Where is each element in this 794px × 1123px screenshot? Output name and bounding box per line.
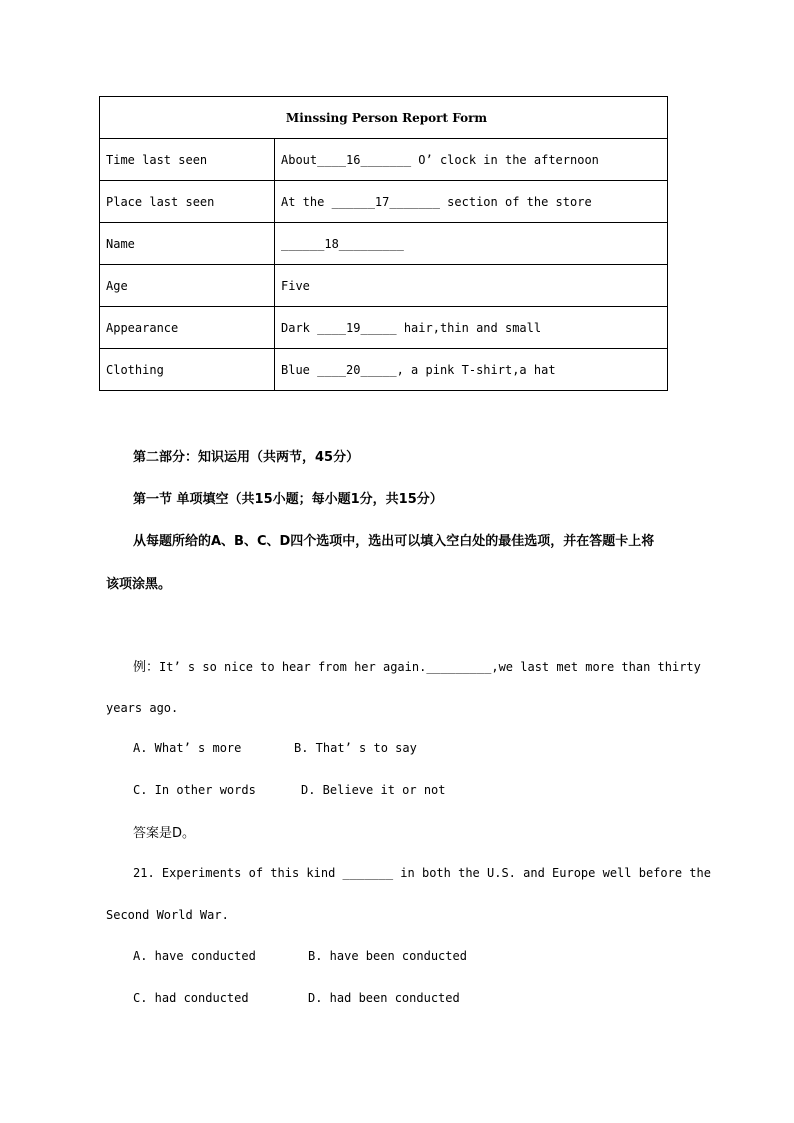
- form-title: Minssing Person Report Form: [100, 97, 668, 139]
- form-row: [100, 349, 668, 391]
- row-value: [275, 223, 668, 265]
- q21-stem-line-1: 21. Experiments of this kind _______ in both the U.S. and Europe well before the: [133, 866, 711, 880]
- q21-stem-line-2: Second World War.: [106, 908, 229, 922]
- form-title-row: [100, 97, 668, 139]
- instruction-line-2: 该项涂黑。: [106, 577, 172, 592]
- example-blank: _________: [426, 660, 492, 674]
- form-row: [100, 181, 668, 223]
- section-heading: 第一节 单项填空（共15小题；每小题1分，共15分）: [133, 492, 443, 507]
- form-row: [100, 307, 668, 349]
- row-label: Time last seen: [100, 139, 275, 181]
- blank-18: ______18_________: [281, 236, 404, 251]
- blank-20: ____20_____: [317, 362, 397, 377]
- example-prefix: 例：: [133, 660, 160, 675]
- row-label: Place last seen: [100, 181, 275, 223]
- row-value: At the ______17_______ section of the store: [275, 181, 668, 223]
- q21-option-d: D. had been conducted: [308, 991, 460, 1005]
- row-value: About____16_______ O’ clock in the afternoon: [275, 139, 668, 181]
- row-label: Name: [100, 223, 275, 265]
- example-stem-line-1: 例：It’ s so nice to hear from her again._________,we last met more than thirty: [133, 660, 701, 675]
- part-heading: 第二部分：知识运用（共两节，45分）: [133, 450, 360, 465]
- row-value: Five: [275, 265, 668, 307]
- q21-option-c: C. had conducted: [133, 991, 249, 1005]
- form-row: [100, 265, 668, 307]
- row-label: Appearance: [100, 307, 275, 349]
- q21-option-b: B. have been conducted: [308, 949, 467, 963]
- form-row: [100, 223, 668, 265]
- example-option-b: B. That’ s to say: [294, 741, 417, 755]
- blank-17: ______17_______: [331, 194, 440, 209]
- example-answer: 答案是D。: [133, 826, 196, 841]
- row-value: Dark ____19_____ hair,thin and small: [275, 307, 668, 349]
- blank-16: ____16_______: [317, 152, 412, 167]
- row-value: Blue ____20_____, a pink T-shirt,a hat: [275, 349, 668, 391]
- q21-option-a: A. have conducted: [133, 949, 256, 963]
- missing-person-form: [99, 96, 668, 391]
- example-stem-line-2: years ago.: [106, 701, 179, 715]
- instruction-line-1: 从每题所给的A、B、C、D四个选项中，选出可以填入空白处的最佳选项，并在答题卡上将: [133, 534, 655, 549]
- example-option-c: C. In other words: [133, 783, 256, 797]
- form-row: [100, 139, 668, 181]
- example-option-d: D. Believe it or not: [301, 783, 446, 797]
- row-label: Age: [100, 265, 275, 307]
- row-label: Clothing: [100, 349, 275, 391]
- blank-19: ____19_____: [317, 320, 397, 335]
- example-option-a: A. What’ s more: [133, 741, 242, 755]
